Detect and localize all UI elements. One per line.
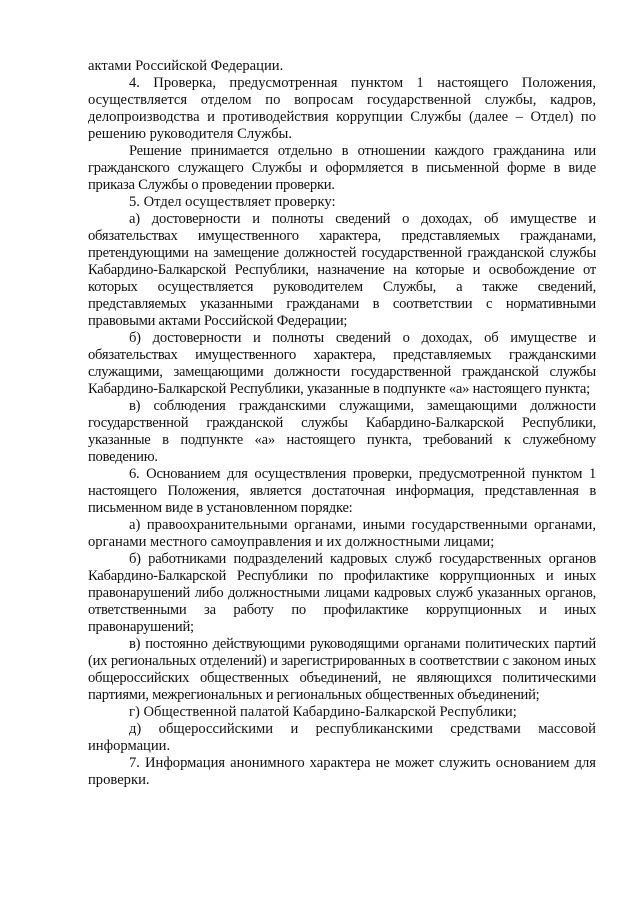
document-page xyxy=(88,58,596,789)
paragraph-item-5a: а) достоверности и полноты сведений о доходах, об имуществе и обязательствах имущественного характера, представляемых гражданами, претендующими на замещение должностей государственной гражданской службы Кабардино-Балкарской Республики, назначение на которые и освобождение от которых осуществляется руководителем Службы, а также сведений, представляемых указанными гражданами в соответствии с нормативными правовыми актами Российской Федерации; xyxy=(88,211,596,329)
paragraph-item-6: 6. Основанием для осуществления проверки, предусмотренной пунктом 1 настоящего Положения, является достаточная информация, представленная в письменном виде в установленном порядке: xyxy=(88,466,596,516)
paragraph-item-6a: а) правоохранительными органами, иными государственными органами, органами местного самоуправления и их должностными лицами; xyxy=(88,517,596,550)
paragraph-item-7: 7. Информация анонимного характера не может служить основанием для проверки. xyxy=(88,755,596,788)
paragraph-item-6d: д) общероссийскими и республиканскими средствами массовой информации. xyxy=(88,721,596,754)
paragraph-continuation: актами Российской Федерации. xyxy=(88,58,284,74)
paragraph-item-5b: б) достоверности и полноты сведений о доходах, об имуществе и обязательствах имущественного характера, представляемых гражданскими служащими, замещающими должности государственной гражданской службы Кабардино-Балкарской Республики, указанные в подпункте «а» настоящего пункта; xyxy=(88,330,596,397)
paragraph-item-4: 4. Проверка, предусмотренная пунктом 1 настоящего Положения, осуществляется отделом по вопросам государственной службы, кадров, делопроизводства и противодействия коррупции Службы (далее – Отдел) по решению руководителя Службы. xyxy=(88,75,596,142)
paragraph-item-6v: в) постоянно действующими руководящими органами политических партий (их региональных отделений) и зарегистрированных в соответствии с законом иных общероссийских общественных объединений, не являющихся политическими партиями, межрегиональных и региональных общественных объединений; xyxy=(88,636,596,703)
paragraph-item-5: 5. Отдел осуществляет проверку: xyxy=(129,194,336,210)
paragraph-item-5v: в) соблюдения гражданскими служащими, замещающими должности государственной гражданской службы Кабардино-Балкарской Республики, указанные в подпункте «а» настоящего пункта, требований к служебному поведению. xyxy=(88,398,596,465)
paragraph-item-6b: б) работниками подразделений кадровых служб государственных органов Кабардино-Балкарской Республики по профилактике коррупционных и иных правонарушений либо должностными лицами кадровых служб указанных органов, ответственными за работу по профилактике коррупционных и иных правонарушений; xyxy=(88,551,596,635)
paragraph-item-6g: г) Общественной палатой Кабардино-Балкарской Республики; xyxy=(129,704,517,720)
paragraph-decision: Решение принимается отдельно в отношении каждого гражданина или гражданского служащего Службы и оформляется в письменной форме в виде приказа Службы о проведении проверки. xyxy=(88,143,596,193)
